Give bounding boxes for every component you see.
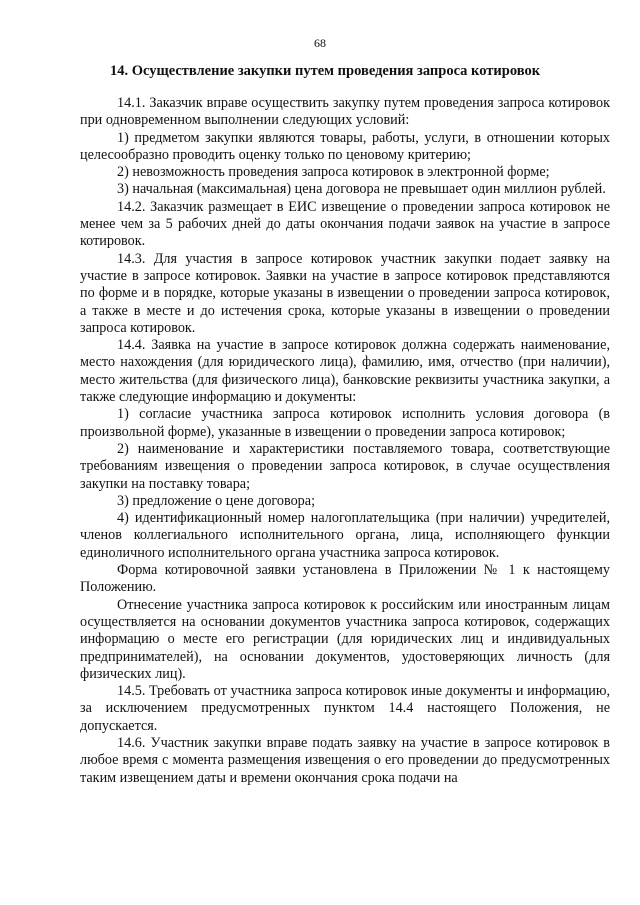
list-item-2: 2) наименование и характеристики поставляемого товара, соответствующие требованиям извещения о проведении запроса котировок, в случае осуществления закупки на поставку товара; xyxy=(80,440,610,492)
paragraph-14-1: 14.1. Заказчик вправе осуществить закупку путем проведения запроса котировок при одновременном выполнении следующих условий: xyxy=(80,95,610,129)
list-item-4: 4) идентификационный номер налогоплательщика (при наличии) учредителей, членов коллегиального исполнительного органа, лица, исполняющего функции единоличного исполнительного органа участника запроса котировок. xyxy=(80,510,610,561)
paragraph-14-5: 14.5. Требовать от участника запроса котировок иные документы и информацию, за исключением предусмотренных пунктом 14.4 настоящего Положения, не допускается. xyxy=(80,683,610,734)
paragraph-14-4: 14.4. Заявка на участие в запросе котировок должна содержать наименование, место нахождения (для юридического лица), фамилию, имя, отчество (при наличии), место жительства (для физического лица), банковские реквизиты участника закупки, а также следующие информацию и документы: xyxy=(80,337,610,406)
list-item-2: 2) невозможность проведения запроса котировок в электронной форме; xyxy=(117,164,550,181)
section-title: 14. Осуществление закупки путем проведения запроса котировок xyxy=(109,63,541,79)
form-note-paragraph: Форма котировочной заявки установлена в Приложении № 1 к настоящему Положению. xyxy=(80,562,610,596)
classification-paragraph: Отнесение участника запроса котировок к российским или иностранным лицам осуществляется на основании документов участника запроса котировок, содержащих информацию о месте его регистрации (для юридических лиц и индивидуальных предпринимателей), на основании документов, удостоверяющих личность (для физических лиц). xyxy=(80,596,610,682)
page-number: 68 xyxy=(314,36,326,50)
paragraph-14-6: 14.6. Участник закупки вправе подать заявку на участие в запросе котировок в любое время с момента размещения извещения о его проведении до предусмотренных таким извещением даты и времени окончания срока подачи на xyxy=(80,734,610,786)
list-item-1: 1) предметом закупки являются товары, работы, услуги, в отношении которых целесообразно проводить оценку только по ценовому критерию; xyxy=(80,129,610,163)
list-item-3: 3) предложение о цене договора; xyxy=(117,492,316,509)
paragraph-14-3: 14.3. Для участия в запросе котировок участник закупки подает заявку на участие в запросе котировок. Заявки на участие в запросе котировок представляются по форме и в порядке, которые указаны в извещении о проведении запроса котировок, а также в месте и до истечения срока, которые указаны в извещении о проведении запроса котировок. xyxy=(80,250,610,336)
list-item-3: 3) начальная (максимальная) цена договора не превышает один миллион рублей. xyxy=(117,181,606,198)
list-item-1: 1) согласие участника запроса котировок исполнить условия договора (в произвольной форме), указанные в извещении о проведении запроса котировок; xyxy=(80,406,610,440)
paragraph-14-2: 14.2. Заказчик размещает в ЕИС извещение о проведении запроса котировок не менее чем за 5 рабочих дней до даты окончания подачи заявок на участие в запросе котировок. xyxy=(80,198,610,250)
section-body xyxy=(80,95,610,787)
